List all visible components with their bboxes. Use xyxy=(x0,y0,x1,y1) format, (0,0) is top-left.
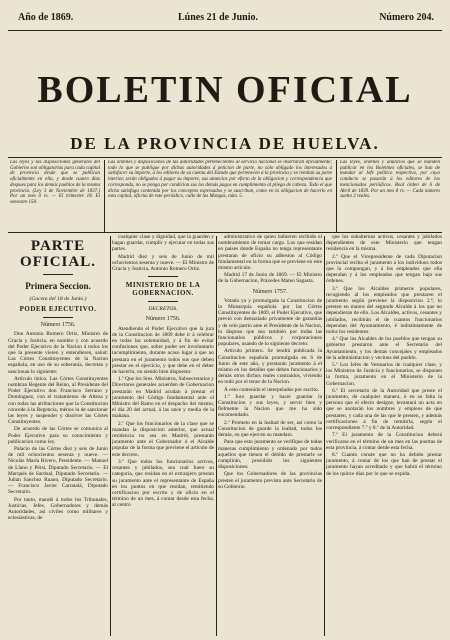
paragraph: 2.º Que el Vicepresidente de cada Diputacion provincial reciba el juramento á los individuos todos que la compongan, y á los empleados que ella dependan y á los empleados que tengan bajo sus órdenes. xyxy=(326,253,442,285)
paragraph: 8.º Cuanto conste que no ha debido prestar juramento, á contar de los que han de prestar el juramento hayan acreditado y que habrá el término de los quince días por lo que se expida. xyxy=(326,451,442,477)
gaceta-reference: (Gaceta del 18 de Junio.) xyxy=(29,296,87,302)
paragraph: Artículo primero. Se tendrá publicada la Constitucion española promulgada en 6 de Junio de este año, y prestarán juramento á el mismo en los detalles que deben funcionarios y demás otros dichos reales contraídos, viviendo en todo por el tenor de la Nacion. xyxy=(218,348,322,386)
banner-rule xyxy=(8,232,442,233)
banner-left-notice: Las leyes y las disposiciones generales del Gobierno son obligatorias para cada capital de provincia desde que se publican oficialmente en ella, y desde cuatro dias despues para los demás pueblos de la misma provincia. (Ley 3 de Noviembre de 1837.) Por un mes 6 rs. — El trimestre 18. El semestre 150. xyxy=(10,160,100,205)
decree-number: Número 1756. xyxy=(40,322,76,329)
banner-center-notice: Las ordenes y disposiciones de las autoridades pertenecientes al servicio nacional se insertarán oficialmente; todo lo que se publique por dichas autoridades á peticion de parte, no sólo obligado los interesados á satisfacer su importe, á los editores de su cuenta del Estado que pertenecen á la provincia y se remitan su parte interior, serán obligados á pagar su importe, sus anuncios por efecto de la obligacion y correspondencia que corresponda, no se ponga por condicion sus los demás pagos en cumplimiento al pliego de cabeza. Todo el que dicha satisfaga contenida por los conceptos expresados y se suscriban, como en la obligacion de hacerlo en esta capital, oficina de este periódico, calle de las Mongas, núm. 5. xyxy=(108,160,332,200)
masthead-subtitle: DE LA PROVINCIA DE HUELVA. xyxy=(70,134,380,153)
masthead-rule xyxy=(8,157,442,158)
divider xyxy=(43,274,73,275)
paragraph: 2.º Que los funcionarios de la clase que se mandan la disposicion anterior, que actual residencia no sea en Madrid, prestarán juramento ante el Gobernador ó el Alcalde popular de la forma que previene el artículo de este decreto. xyxy=(112,420,214,458)
paragraph: 3.º Que los Alcaldes primeros populares, recogiendo al los empleados que prestaren el juramento según previene la disposicion 2.ª; lo presten en manos del segundo Alcalde á los que no dependieran de ello. Los Alcaldes, activos, cesantes y jubilados, recibirán el de cuantos funcionarios dependan del Ayuntamiento, é indistintamente de todos los residentes. xyxy=(326,285,442,336)
paragraph: 6.º El secretario de la Autoridad que preste el juramento, de cualquier manera, ó en su falta la persona que el efecto designe, levantará un acta en que se anotarán los nombres y empleos de que prestaren, y cada una de las que le presten, y además certificaciones á fin de remitirla, según el correspondiente 7.º y 8.º de la Autoridad. xyxy=(326,387,442,432)
paragraph: Atendiendo el Poder Ejecutivo que la jura de la Constitucion de 1869 debe ir á celebrar en todas las solemnidad, y á fin de evitar confusiones que, sobre poder ser involuntario incumplimiento, durante acaso lugar á que no prestara en el juramento todos sus que deben prestar en el ejercicio, y que debe en el deber de hacerlo, no siendo bien dispuesto: xyxy=(112,325,214,376)
paragraph: 1.º Juro guardar y hacer guardar la Constitucion y sus leyes, y servir bien y fielmente la Nacion que me ha sido encomendado. xyxy=(218,393,322,419)
issue-date: Lúnes 21 de Junio. xyxy=(178,12,259,23)
paragraph: 5.º Los Jefes de Vestuarios de cualquier clase, y los Ministros de Justicia y funcionarios, se disponen la forma, juramento en el Ministerio de la Gobernacion. xyxy=(326,362,442,387)
banner-divider xyxy=(104,160,105,232)
paragraph: Votada ya y promulgada la Constitucion de la Monarquía española por las Córtes Constituyentes de 1869, el Poder Ejecutivo, que previó con demasiado privamente de garantías y de celo patrio ante el Presidente de la Nacion, lo dispuso que sea también por todas las funcionarios públicos y corporaciones populares, usando de lo siguiente decreto: xyxy=(218,297,322,348)
paragraph: Madrid 17 de Junio de 1869. — El Ministro de la Gobernacion, Práxedes Mateo Sagasta. xyxy=(218,272,322,285)
section-heading-primera: Primera Seccion. xyxy=(25,281,91,291)
divider xyxy=(148,301,178,302)
paragraph: De acuerdo de las Córtes se comunica al Poder Ejecutivo para su conocimiento y publicacion como ley. xyxy=(8,426,108,445)
divider xyxy=(43,317,73,318)
column-divider xyxy=(216,236,217,636)
divider xyxy=(148,276,178,277)
paragraph: 1.º Que los Sres. Ministros, Subsecretarios y Directores generales acuerden de Gobernacion prestarán en Madrid acudan á prestar el juramento del Código fundamental ante el Ministro del Ramo en el despacho del mismo, el día 20 del actual, á las once y media de la mañana. xyxy=(112,376,214,420)
heading-poder-ejecutivo: PODER EJECUTIVO. xyxy=(19,305,97,314)
column-4 xyxy=(326,234,442,636)
paragraph: 3.º Que todos los funcionarios activos, cesantes y jubilados, sea cual fuere su categoría, que residan en el extranjero prestan su juramento ante el representante de España en los puntos en que residan, remitiendo certificacion por escrito y de oficio en el término de un mes, á contar desde esta fecha, al centro xyxy=(112,458,214,509)
paragraph: Madrid diez y seis de Junio de mil ochocientos sesenta y nueve. — El Ministro de Gracia y Justicia, Antonio Romero Ortiz. xyxy=(112,253,214,273)
banner-divider xyxy=(336,160,337,232)
banner-right-notice: Las leyes, órdenes y anuncios que se manden publicar en los Boletines oficiales, se han de mandar al Jefe político respectivo, por cuyo conducto se pasarán á los editores de los mencionados periódicos. Real órden de 6 de Abril de 1839. Por un mes 8 rs. — Cada número suelto 2 reales. xyxy=(340,160,440,200)
heading-decretos: DECRETOS. xyxy=(148,306,178,313)
header-strip xyxy=(8,12,442,28)
decree-number: Número 1757. xyxy=(252,288,288,295)
paragraph: 2.º Prometo en la lealtad de ser, así como la Constitucion de guarde la lealtad, todos los demás, en que ejercen su mandato. xyxy=(218,419,322,439)
paragraph: Don Antonio Romero Ortiz, Ministro de Gracia y Justicia, en nombre y con acuerdo del Poder Ejecutivo de la Nacion á todos los que la presente vieren y entendieren, salud: Las Córtes Constituyentes de la Nacion española, en uso de su soberanía, decretan y sancionan lo siguiente: xyxy=(8,331,108,375)
masthead-title: BOLETIN OFICIAL xyxy=(37,69,413,111)
heading-ministerio: MINISTERIO DE LA GOBERNACION. xyxy=(125,281,201,298)
column-2 xyxy=(112,234,214,636)
paragraph: Para que esto juramento se verifique de todas maneras cumplimiento y ordenado por todos aquellos que tienen el debido de prestarle se cumplirán, presidido los siguientes disposiciones: xyxy=(218,439,322,471)
paragraph: 4.º Que los Alcaldes de los pueblos que tengan su gobierno prestaron ante el Secretario del Ayuntamiento, y los demás concejales y empleados de la administracion y vecinos del pueblo. xyxy=(326,336,442,361)
issue-year: Año de 1869. xyxy=(18,12,74,23)
paragraph: administrativo de quien hubieren recibido el nombramiento de tomar cargo. Los que residan en países donde España no tenga representante prestaran de oficio su adhesion al Código fundamental en la forma que se previene en este mismo artículo. xyxy=(218,234,322,272)
paragraph: Palacio de las Córtes diez y seis de Junio de mil ochocientos sesenta y nueve. — Nicolás María Rivero, Presidente. — Manuel de Llano y Pérsi, Diputado Secretario. — El Marqués de Sardoal, Diputado Secretario. — Julian Sanchez Ruano, Diputado Secretario. — Francisco Javier Carratalá, Diputado Secretario. xyxy=(8,446,108,496)
column-1 xyxy=(8,234,108,636)
paragraph: Á esto contenido el interpelados por escrito. xyxy=(224,386,320,393)
decree-number: Número 1756. xyxy=(145,316,181,323)
paragraph: cualquier clase y dignidad, que la guarden y hagan guardar, cumplir y ejecutar en todas sus partes. xyxy=(112,234,214,253)
column-divider xyxy=(110,236,111,636)
paragraph: Artículo único. Las Córtes Constituyentes nombran Regente del Reino, al Presidente del Poder Ejecutivo don Francisco Serrano y Domínguez, con el tratamiento de Alteza y con todas las atribuciones que la Constitucion concede á la Regencia, ménos la de sancionar las leyes y suspender y disolver las Córtes Constituyentes. xyxy=(8,375,108,426)
paragraph: Por tanto, mandó á todos los Tribunales, Justicias, Jefes, Gobernadores y demás Autoridades, así civiles como militares y eclesiásticas, de xyxy=(8,496,108,522)
section-heading-parte-oficial: PARTE OFICIAL. xyxy=(20,238,96,270)
paragraph: que los subalternos activos, cesantes y jubilados dependientes de este Ministerio que tengan residencia en la misma. xyxy=(326,234,442,253)
paragraph: Que los Gobernadores de las provincias presten el juramento previsto ante Secretario de su Gobierno. xyxy=(218,471,322,490)
issue-number: Número 204. xyxy=(379,12,434,23)
paragraph: 7.º El juramento de la Constitucion deberá verificarse en el término de un mes en las puertas de esta provincia, á contar desde esta fecha. xyxy=(326,432,442,451)
header-rule xyxy=(8,30,442,31)
column-3 xyxy=(218,234,322,636)
column-divider xyxy=(324,236,325,636)
